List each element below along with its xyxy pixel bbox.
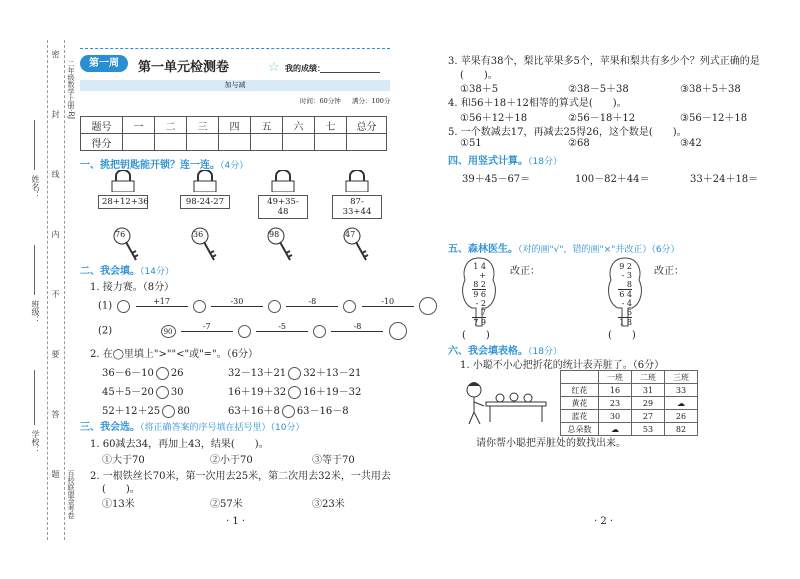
question: 3. 苹果有38个，梨比苹果多5个，苹果和梨共有多少个？列式正确的是 [448,56,760,67]
row-header: 总朵数 [561,423,599,436]
answer-paren[interactable]: ( )。 [102,484,140,495]
page-number: · 2 · [594,516,614,527]
score-cell[interactable] [123,134,155,151]
answer-circle[interactable] [282,405,295,418]
lock-label: 87-33+44 [332,195,382,219]
compare-item: 32－13＋21 32＋13－21 [228,368,362,379]
option[interactable]: ①51 [460,138,482,149]
question: 请你帮小聪把弄脏处的数找出来。 [476,438,626,449]
relay-op: -10 [362,297,414,307]
key[interactable] [342,226,370,267]
option[interactable]: ①38＋5 [460,84,499,95]
compare-item: 52＋12＋25 80 [102,406,190,417]
option[interactable]: ②小于70 [210,455,253,466]
lock [258,170,308,219]
fix-label: 改正： [510,266,540,277]
flower-table: 一班 二班 三班 红花 16 31 33 黄花 23 29 ☁ 蓝花 30 27 26 总朵数 ☁ 53 82 [560,370,698,436]
row-label: (2) [98,325,113,337]
seal-char: 题 [51,470,60,478]
answer-paren[interactable]: ( ) [462,330,490,341]
score-cell[interactable] [219,134,251,151]
relay-op: -30 [211,297,263,307]
key[interactable] [266,226,294,267]
score-cell[interactable] [251,134,283,151]
relay-op: -5 [256,322,308,332]
smudge-cell[interactable]: ☁ [665,397,698,410]
seal-char: 答 [51,410,60,418]
lock [98,170,148,209]
calc-item: 39＋45－67＝ [462,174,531,185]
compare-item: 45＋5－20 30 [102,387,184,398]
answer-circle[interactable] [389,322,407,340]
vertical-calc-1: 1 4 + 8 2 9 6 - 2 7 7 9 [473,262,486,327]
answer-circle[interactable] [288,386,301,399]
grade-header: 三 [187,117,219,134]
grade-header: 四 [219,117,251,134]
lock-icon [192,170,218,192]
option[interactable]: ③23米 [312,499,345,510]
answer-paren[interactable]: ( )。 [460,70,498,81]
compare-item: 36－6－10 26 [102,368,184,379]
compare-item: 63＋16＋8 63－16－8 [228,406,349,417]
lock-icon [344,170,370,192]
boy-at-table-illustration [460,378,552,428]
option[interactable]: ①大于70 [102,455,145,466]
key-label: 36 [193,230,204,239]
full-label: 满分：100分 [352,97,391,105]
answer-circle[interactable] [268,300,281,313]
seal-char: 内 [51,230,60,238]
col-header: 二班 [632,371,665,384]
star-icon: ☆ [268,60,280,75]
time-label: 时间：60分钟 [300,97,341,105]
score-cell[interactable] [283,134,315,151]
question: 2. 一根铁丝长70米，第一次用去25米，第二次用去32米，一共用去 [90,471,391,482]
name-label: 姓名： [31,175,40,199]
answer-circle[interactable] [288,367,301,380]
grade-header: 二 [155,117,187,134]
relay-op: -7 [181,322,233,332]
option[interactable]: ②57米 [210,499,243,510]
score-line [320,72,380,73]
answer-circle[interactable] [193,300,206,313]
option[interactable]: ③38＋5＋38 [680,84,741,95]
question: 1. 60减去34，再加上43，结果( )。 [90,439,269,450]
smudge-cell[interactable]: ☁ [599,423,632,436]
page-title: 第一单元检测卷 [138,60,230,75]
lock-label: 28+12+36 [98,195,148,209]
answer-circle[interactable] [156,367,169,380]
question: 5. 一个数减去17，再减去25得26，这个数是( )。 [448,127,687,138]
score-label: 我的成绩： [285,63,325,73]
question: 4. 和56＋18＋12相等的算式是( )。 [448,98,627,109]
row-header: 蓝花 [561,410,599,423]
answer-circle[interactable] [117,300,130,313]
section-4-title: 四、用竖式计算。（18分） [448,156,562,167]
col-header: 一班 [599,371,632,384]
answer-paren[interactable]: ( ) [608,330,636,341]
relay-op: -8 [331,322,383,332]
row-label: (1) [98,300,113,312]
option[interactable]: ③56－12＋18 [680,113,748,124]
lock [332,170,382,219]
answer-circle[interactable] [313,325,326,338]
grade-header: 总分 [347,117,387,134]
seal-char: 不 [51,290,60,298]
option[interactable]: ②38－5＋38 [568,84,629,95]
relay-row-1 [98,297,439,315]
section-5-title: 五、森林医生。（对的画"√"，错的画"×"并改正）（6分） [448,244,680,255]
calc-item: 100－82＋44＝ [575,174,650,185]
key[interactable] [112,226,140,267]
option[interactable]: ①56＋12＋18 [460,113,528,124]
answer-circle[interactable] [419,297,437,315]
key[interactable] [190,226,218,267]
seal-char: 封 [51,110,60,118]
week-badge: 第一周 [80,55,128,72]
start-value: 90 [161,325,176,338]
key-label: 47 [345,230,356,239]
col-header: 三班 [665,371,698,384]
question: 2. 在◯里填上">""<"或"="。（6分） [90,349,259,360]
score-cell[interactable] [187,134,219,151]
relay-row-2 [98,322,409,340]
answer-circle[interactable] [156,386,169,399]
lock-label: 49+35-48 [258,195,308,219]
score-cell[interactable] [347,134,387,151]
lock-icon [270,170,296,192]
score-cell[interactable] [315,134,347,151]
option[interactable]: ②56－18＋12 [568,113,636,124]
score-row-label: 得分 [81,134,123,151]
section-2-title: 二、我会填。（14分） [80,266,174,277]
section-3-title: 三、我会选。（将正确答案的序号填在括号里）（10分） [80,422,305,433]
compare-item: 16＋19＋32 16＋19－32 [228,387,362,398]
seal-char: 要 [51,350,60,358]
option[interactable]: ①13米 [102,499,135,510]
seal-char: 线 [51,170,60,178]
page-number: · 1 · [226,516,246,527]
section-6-title: 六、我会填表格。（18分） [448,346,562,357]
brand-label: 百校联盟金考卷 [67,470,75,519]
lock-icon [110,170,136,192]
question: 1. 小聪不小心把折花的统计表弄脏了。（6分） [460,360,665,371]
seal-char: 密 [51,50,60,58]
lock [180,170,230,209]
answer-circle[interactable] [343,300,356,313]
key-label: 98 [269,230,280,239]
score-cell[interactable] [155,134,187,151]
option[interactable]: ③42 [680,138,702,149]
answer-circle[interactable] [162,405,175,418]
relay-op: -8 [286,297,338,307]
vertical-calc-2: 9 2 - 3 8 6 4 - 4 6 1 8 [619,262,632,327]
grade-header: 六 [283,117,315,134]
relay-op: +17 [136,297,188,307]
grade-header: 题号 [81,117,123,134]
divider [80,48,390,49]
fix-label: 改正： [654,266,684,277]
grade-table [80,116,387,151]
school-label: 学校： [31,430,40,454]
series-label: 二年级数学上册·RJ [67,60,75,120]
key-label: 76 [115,230,126,239]
grade-header: 五 [251,117,283,134]
section-1-title: 一、挑把钥匙能开锁？连一连。（4分） [80,160,249,171]
option[interactable]: ②68 [568,138,590,149]
class-label: 班级： [31,300,40,324]
lock-label: 98-24-27 [180,195,230,209]
row-header: 红花 [561,384,599,397]
grade-header: 一 [123,117,155,134]
binding-strip [0,0,75,579]
answer-circle[interactable] [238,325,251,338]
grade-header: 七 [315,117,347,134]
subtitle-bar: 加与减 [80,80,390,91]
option[interactable]: ③等于70 [312,455,355,466]
row-header: 黄花 [561,397,599,410]
calc-item: 33＋24＋18＝ [690,174,759,185]
question: 1. 接力赛。（8分） [90,282,175,293]
